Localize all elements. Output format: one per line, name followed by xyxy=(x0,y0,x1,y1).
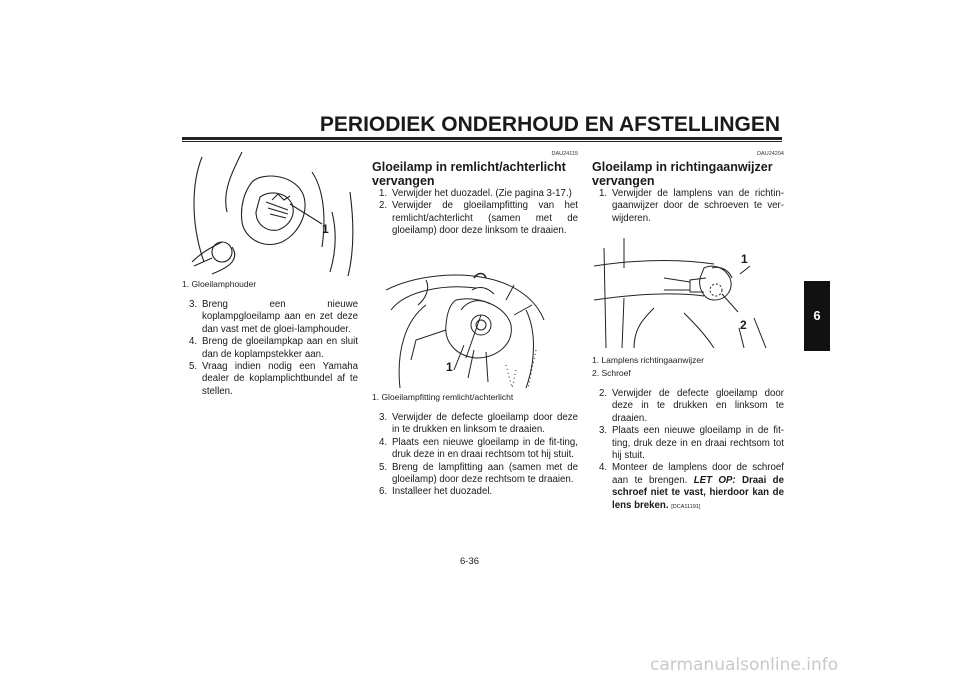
taillight-illustration xyxy=(386,270,546,388)
step-text: Plaats een nieuwe gloeilamp in de fit-ting, druk deze in en draai rechtsom tot hij stuit. xyxy=(392,436,578,461)
caution-text: Draai de schroef niet te vast, hierdoor kan de lens breken. xyxy=(612,474,784,511)
step-number: 4. xyxy=(599,462,608,474)
step-text: Vraag indien nodig een Yamaha dealer de koplamplichtbundel af te stellen. xyxy=(202,361,358,397)
list-item xyxy=(372,188,578,200)
step-number: 5. xyxy=(189,361,198,373)
step-text: Monteer de lamplens door de schroef aan te brengen. xyxy=(612,462,784,486)
figure-caption: 1. Gloeilamphouder xyxy=(182,279,257,289)
step-number: 1. xyxy=(379,188,388,199)
watermark-footer: carmanualsonline.info xyxy=(650,655,839,675)
list-item xyxy=(592,388,784,425)
figure-callout-1: 1 xyxy=(741,252,748,266)
step-number: 1. xyxy=(599,188,608,199)
section-heading: Gloeilamp in richtingaanwijzer vervangen xyxy=(592,160,773,188)
figure-caption: 2. Schroef xyxy=(592,368,631,378)
step-text: Breng de lampfitting aan (samen met de gloeilamp) door deze rechtsom te draaien. xyxy=(392,461,578,486)
step-text: Verwijder het duozadel. (Zie pagina 3-17.) xyxy=(392,188,572,199)
chapter-tab-number: 6 xyxy=(813,308,821,323)
figure-callout-1: 1 xyxy=(322,222,329,236)
step-number: 6. xyxy=(379,486,388,498)
list-item xyxy=(592,188,784,225)
step-text: Verwijder de lamplens van de richtin-gaanwijzer door de schroeven te ver-wijderen. xyxy=(612,188,784,224)
section-code: DAU24204 xyxy=(757,151,784,157)
page-number: 6-36 xyxy=(460,556,480,567)
step-number: 3. xyxy=(599,425,608,437)
col2-steps-b xyxy=(372,412,578,499)
step-number: 4. xyxy=(379,436,388,448)
figure-turn-signal-lens xyxy=(594,238,768,348)
figure-taillight-bulb-socket xyxy=(386,270,546,388)
step-number: 4. xyxy=(189,336,198,348)
step-text: Verwijder de gloeilampfitting van het remlicht/achterlicht (samen met de gloeilamp) door deze linksom te draaien. xyxy=(392,200,578,237)
figure-caption: 1. Lamplens richtingaanwijzer xyxy=(592,355,704,365)
section-code: DAU24115 xyxy=(551,151,578,157)
list-item xyxy=(372,412,578,437)
list-item xyxy=(372,437,578,462)
page-header-title: PERIODIEK ONDERHOUD EN AFSTELLINGEN xyxy=(319,113,780,136)
figure-headlight-bulb-holder xyxy=(182,152,358,276)
figure-caption: 1. Gloeilampfitting remlicht/achterlicht xyxy=(372,392,514,402)
col3-steps-b xyxy=(592,388,784,513)
list-item xyxy=(372,486,578,498)
step-number: 2. xyxy=(379,200,388,212)
headlight-illustration xyxy=(182,152,358,276)
list-item xyxy=(372,462,578,487)
step-text: Plaats een nieuwe gloeilamp in de fit-ting, druk deze in en draai rechtsom tot hij stuit. xyxy=(612,425,784,462)
section-heading: Gloeilamp in remlicht/achterlicht vervangen xyxy=(372,160,566,188)
list-item xyxy=(182,299,358,336)
col2-steps-a xyxy=(372,188,578,238)
step-text: Installeer het duozadel. xyxy=(392,486,493,498)
step-text: Verwijder de defecte gloeilamp door deze in te drukken en linksom te draaien. xyxy=(612,388,784,424)
list-item xyxy=(592,425,784,462)
list-item xyxy=(182,336,358,361)
step-text: Breng een nieuwe koplampgloeilamp aan en zet deze dan vast met de gloei-lamphouder. xyxy=(202,299,358,335)
step-text: Verwijder de defecte gloeilamp door deze in te drukken en linksom te draaien. xyxy=(392,412,578,436)
step-number: 3. xyxy=(379,412,388,423)
caution-code: [DCA11191] xyxy=(671,503,701,510)
list-item xyxy=(182,361,358,398)
header-rule xyxy=(182,137,782,140)
figure-callout-2: 2 xyxy=(740,318,747,332)
list-item xyxy=(592,462,784,513)
list-item xyxy=(372,200,578,237)
col1-steps xyxy=(182,299,358,398)
caution-label: LET OP: xyxy=(693,474,736,486)
step-number: 2. xyxy=(599,388,608,399)
step-number: 5. xyxy=(379,461,388,473)
header-rule-thin xyxy=(182,141,782,142)
col3-steps-a xyxy=(592,188,784,225)
step-number: 3. xyxy=(189,299,198,310)
step-text: Breng de gloeilampkap aan en sluit dan de koplampstekker aan. xyxy=(202,336,358,360)
figure-callout-1: 1 xyxy=(446,360,453,374)
chapter-tab xyxy=(804,281,830,351)
